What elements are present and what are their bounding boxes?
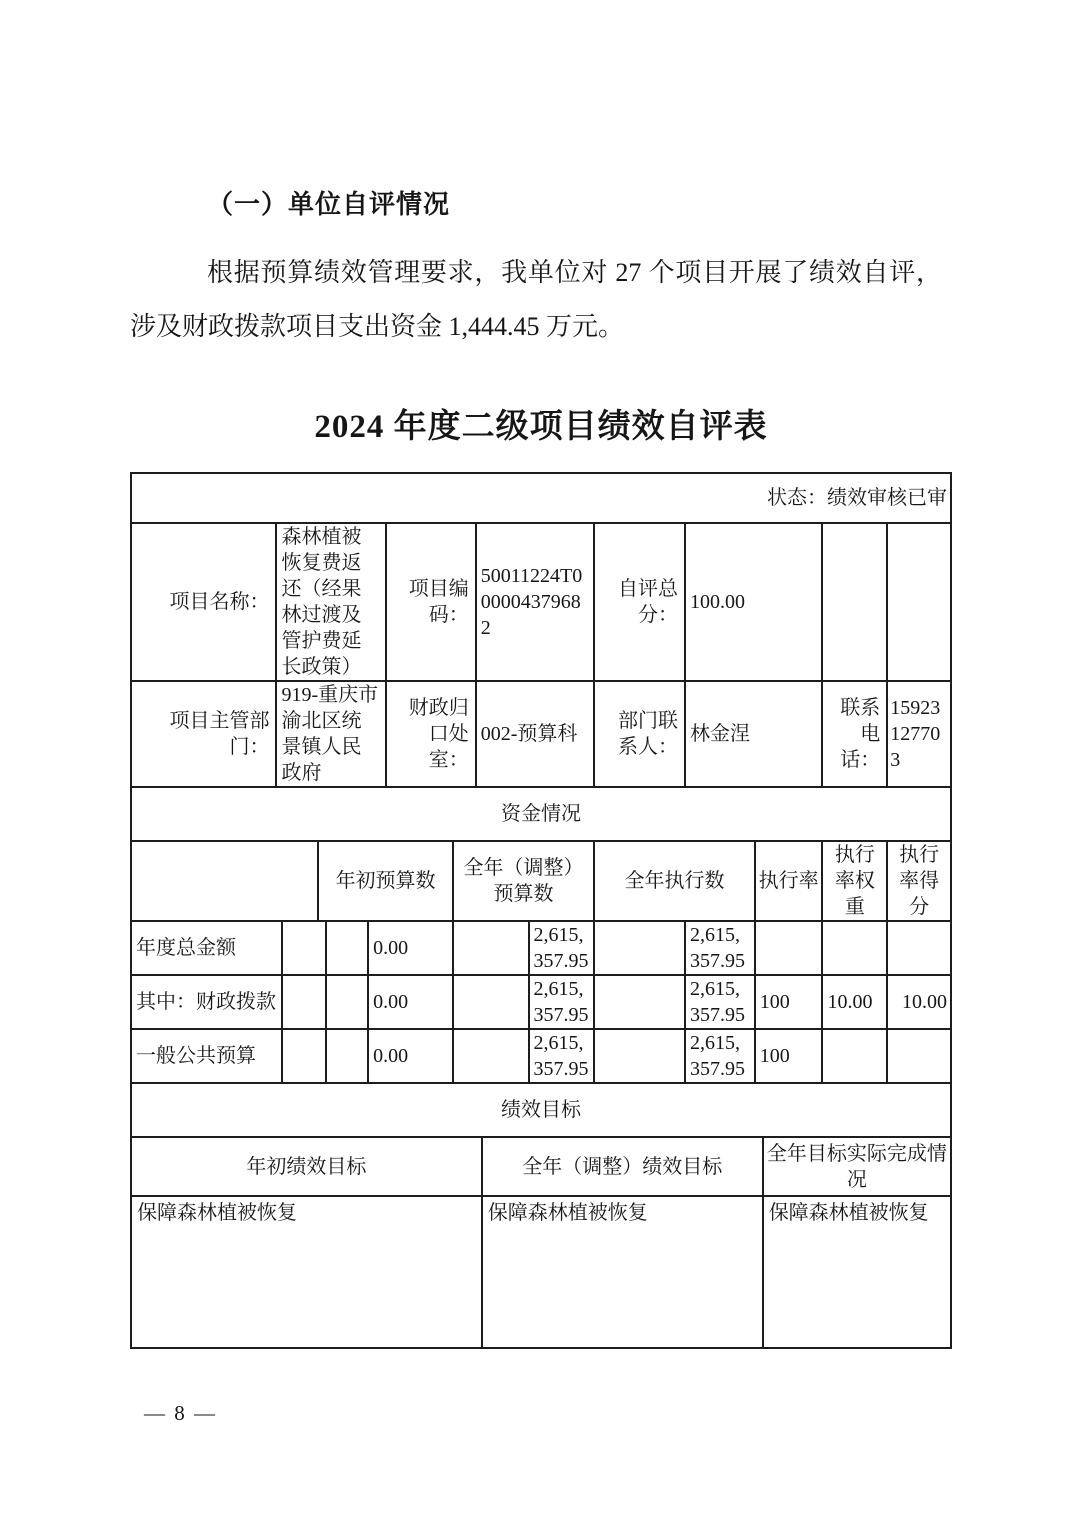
goals-data-row — [132, 1195, 950, 1347]
section-heading: （一）单位自评情况 — [207, 190, 451, 219]
empty-cell — [593, 922, 684, 974]
dept-value: 919-重庆市渝北区统景镇人民政府 — [275, 682, 385, 786]
funding-row-fiscal — [132, 974, 950, 1028]
col-adjusted-budget: 全年（调整）预算数 — [452, 842, 593, 920]
funding-row-label: 其中：财政拨款 — [136, 991, 276, 1013]
executed-value: 2,615,357.95 — [684, 922, 754, 974]
col-rate-score: 执行率得分 — [886, 842, 950, 920]
adjusted-goal-value: 保障森林植被恢复 — [481, 1197, 762, 1347]
project-code-value: 50011224T000004379682 — [475, 524, 594, 680]
empty-cell — [593, 976, 684, 1028]
col-initial-goal: 年初绩效目标 — [246, 1155, 367, 1178]
adjusted-budget-value: 2,615,357.95 — [528, 976, 594, 1028]
funding-section-title: 资金情况 — [501, 803, 581, 825]
project-dept-row — [132, 680, 950, 786]
contact-value: 林金涅 — [684, 682, 822, 786]
status-text: 状态：绩效审核已审 — [767, 487, 947, 509]
empty-cell — [593, 1030, 684, 1082]
funding-row-label: 年度总金额 — [136, 937, 236, 959]
empty-cell — [452, 922, 528, 974]
exec-rate-value: 100 — [754, 976, 822, 1028]
empty-cell — [325, 1030, 367, 1082]
empty-cell — [452, 1030, 528, 1082]
intro-paragraph: 根据预算绩效管理要求，我单位对 27 个项目开展了绩效自评，涉及财政拨款项目支出资金 1,444.45 万元。 — [130, 258, 942, 341]
rate-weight-value: 10.00 — [821, 976, 886, 1028]
executed-value: 2,615,357.95 — [684, 976, 754, 1028]
col-initial-budget: 年初预算数 — [317, 842, 452, 920]
empty-cell — [325, 976, 367, 1028]
self-evaluation-table — [130, 472, 952, 1349]
col-actual-completion: 全年目标实际完成情况 — [762, 1138, 950, 1195]
col-executed: 全年执行数 — [593, 842, 753, 920]
project-code-label: 项目编码： — [385, 524, 475, 680]
initial-budget-value: 0.00 — [367, 976, 452, 1028]
finance-office-label: 财政归口处室： — [385, 682, 475, 786]
self-score-label: 自评总分： — [593, 524, 684, 680]
rate-weight-value — [821, 922, 886, 974]
rate-score-value: 10.00 — [886, 976, 950, 1028]
empty-cell — [281, 922, 325, 974]
exec-rate-value — [754, 922, 822, 974]
funding-section-row — [132, 786, 950, 840]
empty-cell — [281, 976, 325, 1028]
self-score-value: 100.00 — [684, 524, 822, 680]
goals-section-title: 绩效目标 — [501, 1099, 581, 1121]
rate-score-value — [886, 922, 950, 974]
phone-label: 联系电话： — [821, 682, 886, 786]
table-title: 2024 年度二级项目绩效自评表 — [314, 409, 768, 445]
empty-cell — [452, 976, 528, 1028]
actual-completion-value: 保障森林植被恢复 — [762, 1197, 950, 1347]
page-number: — 8 — — [144, 1401, 217, 1425]
col-exec-rate: 执行率 — [754, 842, 822, 920]
funding-row-total — [132, 920, 950, 974]
adjusted-budget-value: 2,615,357.95 — [528, 922, 594, 974]
rate-weight-value — [821, 1030, 886, 1082]
rate-score-value — [886, 1030, 950, 1082]
contact-label: 部门联系人： — [593, 682, 684, 786]
dept-label: 项目主管部门： — [169, 710, 270, 758]
project-name-value: 森林植被恢复费返还（经果林过渡及管护费延长政策） — [275, 524, 385, 680]
initial-budget-value: 0.00 — [367, 1030, 452, 1082]
finance-office-value: 002-预算科 — [475, 682, 594, 786]
adjusted-budget-value: 2,615,357.95 — [528, 1030, 594, 1082]
col-adjusted-goal: 全年（调整）绩效目标 — [481, 1138, 762, 1195]
funding-row-label: 一般公共预算 — [136, 1045, 256, 1067]
executed-value: 2,615,357.95 — [684, 1030, 754, 1082]
empty-cell — [821, 524, 886, 680]
initial-budget-value: 0.00 — [367, 922, 452, 974]
goals-header-row — [132, 1136, 950, 1195]
project-name-row — [132, 522, 950, 680]
exec-rate-value: 100 — [754, 1030, 822, 1082]
funding-row-public-budget — [132, 1028, 950, 1082]
empty-cell — [132, 842, 317, 920]
status-row — [132, 474, 950, 522]
col-rate-weight: 执行率权重 — [821, 842, 886, 920]
funding-header-row — [132, 840, 950, 920]
initial-goal-value: 保障森林植被恢复 — [137, 1202, 297, 1224]
empty-cell — [325, 922, 367, 974]
empty-cell — [281, 1030, 325, 1082]
phone-value: 15923127703 — [886, 682, 950, 786]
goals-section-row — [132, 1082, 950, 1136]
project-name-label: 项目名称： — [169, 591, 270, 613]
empty-cell — [886, 524, 950, 680]
